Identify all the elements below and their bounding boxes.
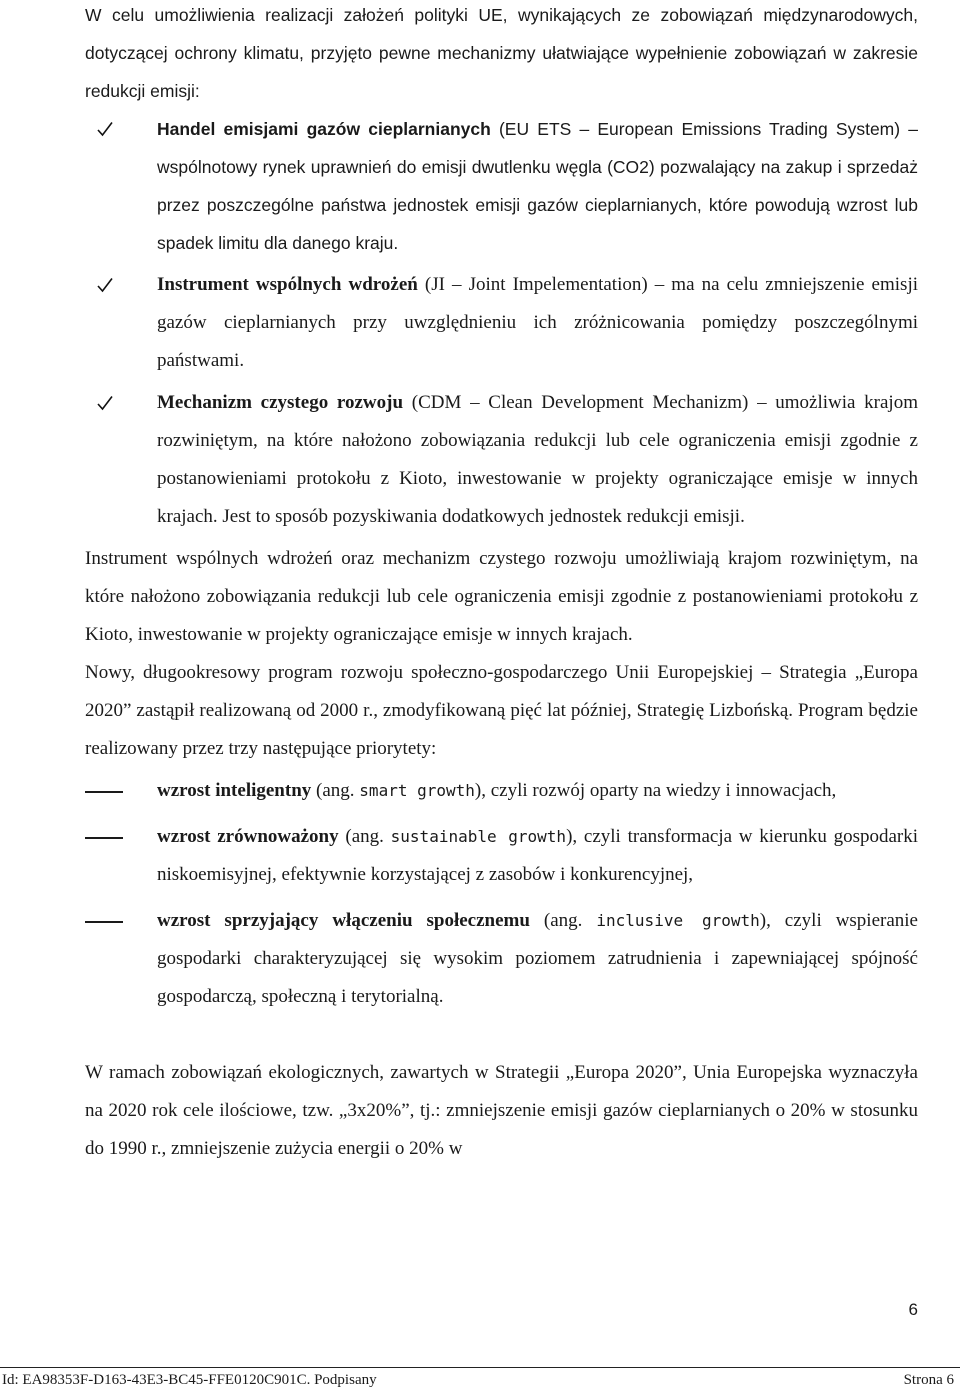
priority-english-term: smart growth — [359, 781, 475, 800]
paragraph-instruments: Instrument wspólnych wdrożeń oraz mechanizm czystego rozwoju umożliwiają krajom rozwiniętym, na które nałożono zobowiązania redukcji lub cele ograniczenia emisji zgodnie z postanowieniami protokołu z Kioto, inwestowanie w projekty ograniczające emisje w innych krajach. — [85, 548, 918, 645]
priorities-list — [85, 772, 918, 1016]
priority-text: ), czyli wspieranie gospodarki charakteryzującej się wysokim poziomem zatrudnienia i zapewniającej spójność gospodarczą, społeczną i terytorialną. — [157, 910, 918, 1007]
priority-english-term: sustainable growth — [390, 827, 567, 846]
mechanism-item-cdm — [85, 384, 918, 536]
mechanism-item-ets — [85, 110, 918, 262]
priority-ang-prefix: (ang. — [338, 826, 391, 847]
priority-title: wzrost inteligentny — [157, 780, 312, 801]
footer-bar — [0, 1367, 960, 1392]
dash-bullet — [85, 921, 123, 923]
mechanism-text: (CDM – Clean Development Mechanizm) – umożliwia krajom rozwiniętym, na które nałożono zobowiązania redukcji lub cele ograniczenia emisji zgodnie z postanowieniami protokołu z Kioto, inwestowanie w projekty ograniczające emisje w innych krajach. Jest to sposób pozyskiwania dodatkowych jednostek redukcji emisji. — [157, 392, 918, 527]
priority-ang-prefix: (ang. — [529, 910, 597, 931]
document-body — [85, 0, 918, 1168]
intro-paragraph: W celu umożliwienia realizacji założeń polityki UE, wynikających ze zobowiązań międzynarodowych, dotyczącej ochrony klimatu, przyjęto pewne mechanizmy ułatwiające wypełnienie zobowiązań w zakresie redukcji emisji: — [85, 5, 918, 101]
mechanism-title: Handel emisjami gazów cieplarnianych — [157, 119, 491, 139]
section-gap — [85, 1024, 918, 1054]
priority-ang-prefix: (ang. — [311, 780, 360, 801]
priority-text: ), czyli rozwój oparty na wiedzy i innowacjach, — [474, 780, 837, 801]
mechanism-item-ji — [85, 266, 918, 380]
priority-item-sustainable — [85, 818, 918, 894]
dash-bullet — [85, 791, 123, 793]
priority-title: wzrost zrównoważony — [157, 826, 339, 847]
priority-title: wzrost sprzyjający włączeniu społecznemu — [157, 910, 530, 931]
mechanisms-list — [85, 110, 918, 536]
dash-bullet — [85, 837, 123, 839]
priority-english-term: inclusive growth — [596, 911, 760, 930]
priority-item-inclusive — [85, 902, 918, 1016]
mechanism-text: (EU ETS – European Emissions Trading System) – wspólnotowy rynek uprawnień do emisji dwutlenku węgla (CO2) pozwalający na zakup i sprzedaż przez poszczególne państwa jednostek emisji gazów cieplarnianych, które powodują wzrost lub spadek limitu dla danego kraju. — [157, 119, 918, 253]
priority-text: ), czyli transformacja w kierunku gospodarki niskoemisyjnej, efektywnie korzystającej z zasobów i konkurencyjnej, — [157, 826, 919, 885]
mechanism-title: Instrument wspólnych wdrożeń — [157, 274, 418, 295]
document-id: Id: EA98353F-D163-43E3-BC45-FFE0120C901C. Podpisany — [2, 1372, 377, 1388]
page-label: Strona 6 — [903, 1372, 954, 1388]
mechanism-text: (JI – Joint Impelementation) – ma na celu zmniejszenie emisji gazów cieplarnianych przy uwzględnieniu ich zróżnicowania pomiędzy poszczególnymi państwami. — [157, 274, 918, 371]
paragraph-strategy: Nowy, długookresowy program rozwoju społeczno-gospodarczego Unii Europejskiej – Strategia „Europa 2020” zastąpił realizowaną od 2000 r., zmodyfikowaną pięć lat później, Strategię Lizbońską. Program będzie realizowany przez trzy następujące priorytety: — [85, 662, 918, 759]
page-number: 6 — [908, 1300, 918, 1319]
checkmark-icon — [97, 110, 119, 148]
paragraph-targets: W ramach zobowiązań ekologicznych, zawartych w Strategii „Europa 2020”, Unia Europejska wyznaczyła na 2020 rok cele ilościowe, tzw. „3x20%”, tj.: zmniejszenie emisji gazów cieplarnianych o 20% w stosunku do 1990 r., zmniejszenie zużycia energii o 20% w — [85, 1062, 918, 1159]
checkmark-icon — [97, 266, 119, 304]
mechanism-title: Mechanizm czystego rozwoju — [157, 392, 404, 413]
checkmark-icon — [97, 384, 119, 422]
priority-item-smart — [85, 772, 918, 810]
